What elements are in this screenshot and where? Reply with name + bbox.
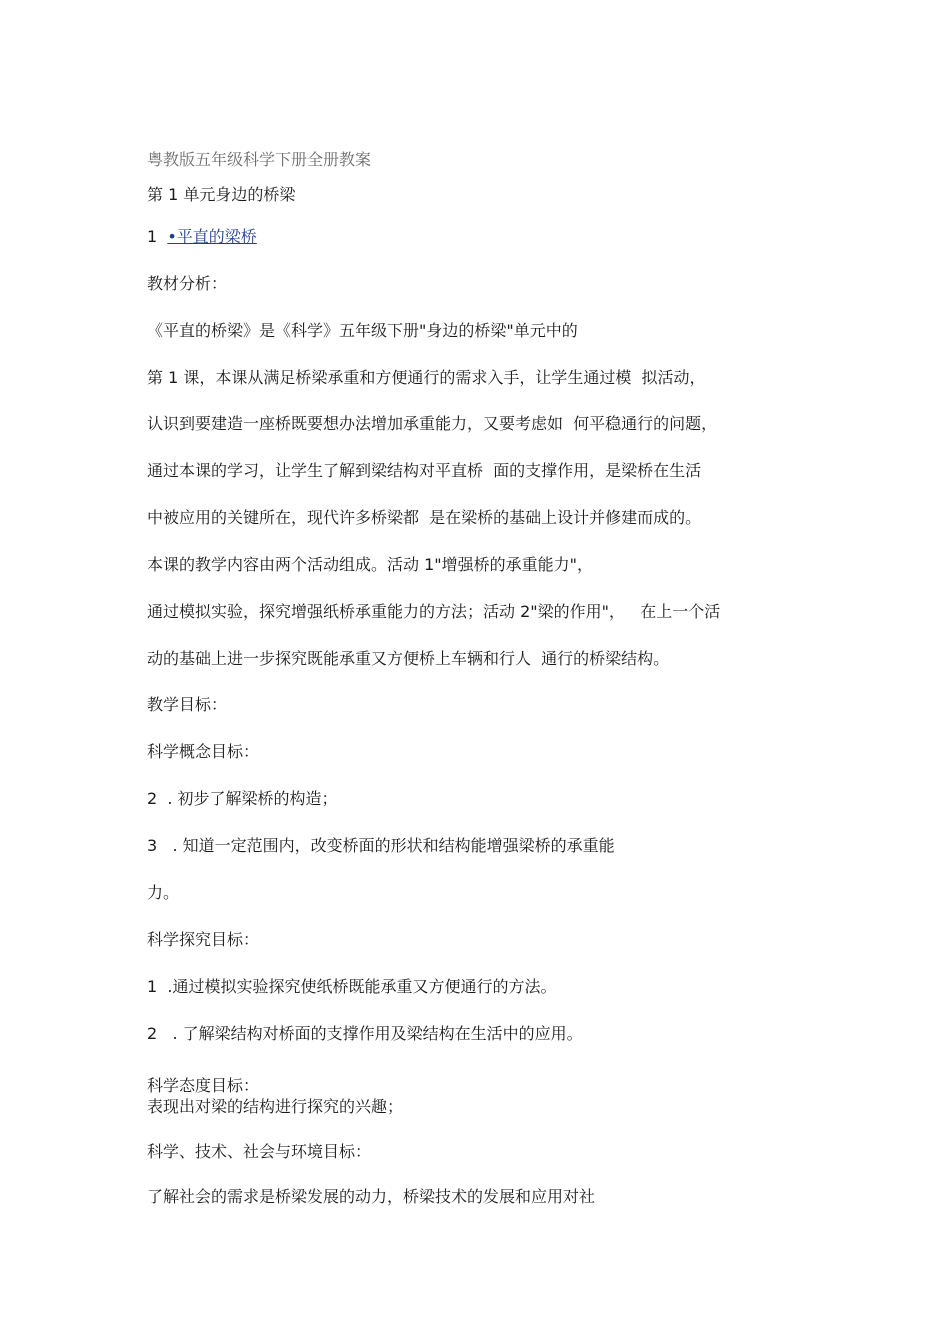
- list-item: 2 . 初步了解梁桥的构造；: [147, 789, 338, 808]
- list-item: 2 . 了解梁结构对桥面的支撑作用及梁结构在生活中的应用。: [147, 1024, 583, 1043]
- subheading-inquiry-goals: 科学探究目标：: [147, 930, 260, 949]
- paragraph-line: 中被应用的关键所在，现代许多桥梁都 是在梁桥的基础上设计并修建而成的。: [147, 508, 702, 527]
- document-title: 粤教版五年级科学下册全册教案: [147, 150, 372, 169]
- list-item: 3 . 知道一定范围内，改变桥面的形状和结构能增强梁桥的承重能: [147, 836, 615, 855]
- paragraph-line: 第 1 课，本课从满足桥梁承重和方便通行的需求入手，让学生通过模 拟活动，: [147, 368, 706, 387]
- subheading-concept-goals: 科学概念目标：: [147, 742, 260, 761]
- lesson-link[interactable]: •平直的梁桥: [167, 227, 257, 246]
- paragraph-line: 通过本课的学习，让学生了解到梁结构对平直桥 面的支撑作用，是梁桥在生活: [147, 461, 702, 480]
- lesson-heading: [147, 226, 257, 248]
- paragraph-line: 《平直的桥梁》是《科学》五年级下册"身边的桥梁"单元中的: [147, 321, 578, 340]
- paragraph-line: 认识到要建造一座桥既要想办法增加承重能力，又要考虑如 何平稳通行的问题，: [147, 414, 718, 433]
- paragraph-line: 通过模拟实验，探究增强纸桥承重能力的方法；活动 2"梁的作用"， 在上一个活: [147, 602, 721, 621]
- paragraph-line: 本课的教学内容由两个活动组成。活动 1"增强桥的承重能力"，: [147, 555, 593, 574]
- paragraph-line: 了解社会的需求是桥梁发展的动力，桥梁技术的发展和应用对社: [147, 1187, 596, 1206]
- list-item: 1 .通过模拟实验探究使纸桥既能承重又方便通行的方法。: [147, 977, 557, 996]
- paragraph-line: 动的基础上进一步探究既能承重又方便桥上车辆和行人 通行的桥梁结构。: [147, 649, 670, 668]
- paragraph-line: 力。: [147, 883, 180, 902]
- section-heading-teaching-goals: 教学目标：: [147, 695, 228, 714]
- section-heading-material-analysis: 教材分析：: [147, 274, 228, 293]
- paragraph-line: 表现出对梁的结构进行探究的兴趣；: [147, 1097, 404, 1116]
- unit-heading: 第 1 单元身边的桥梁: [147, 185, 296, 204]
- subheading-attitude-goals: 科学态度目标：: [147, 1076, 260, 1095]
- lesson-number: 1: [147, 227, 158, 246]
- subheading-stse-goals: 科学、技术、社会与环境目标：: [147, 1142, 372, 1161]
